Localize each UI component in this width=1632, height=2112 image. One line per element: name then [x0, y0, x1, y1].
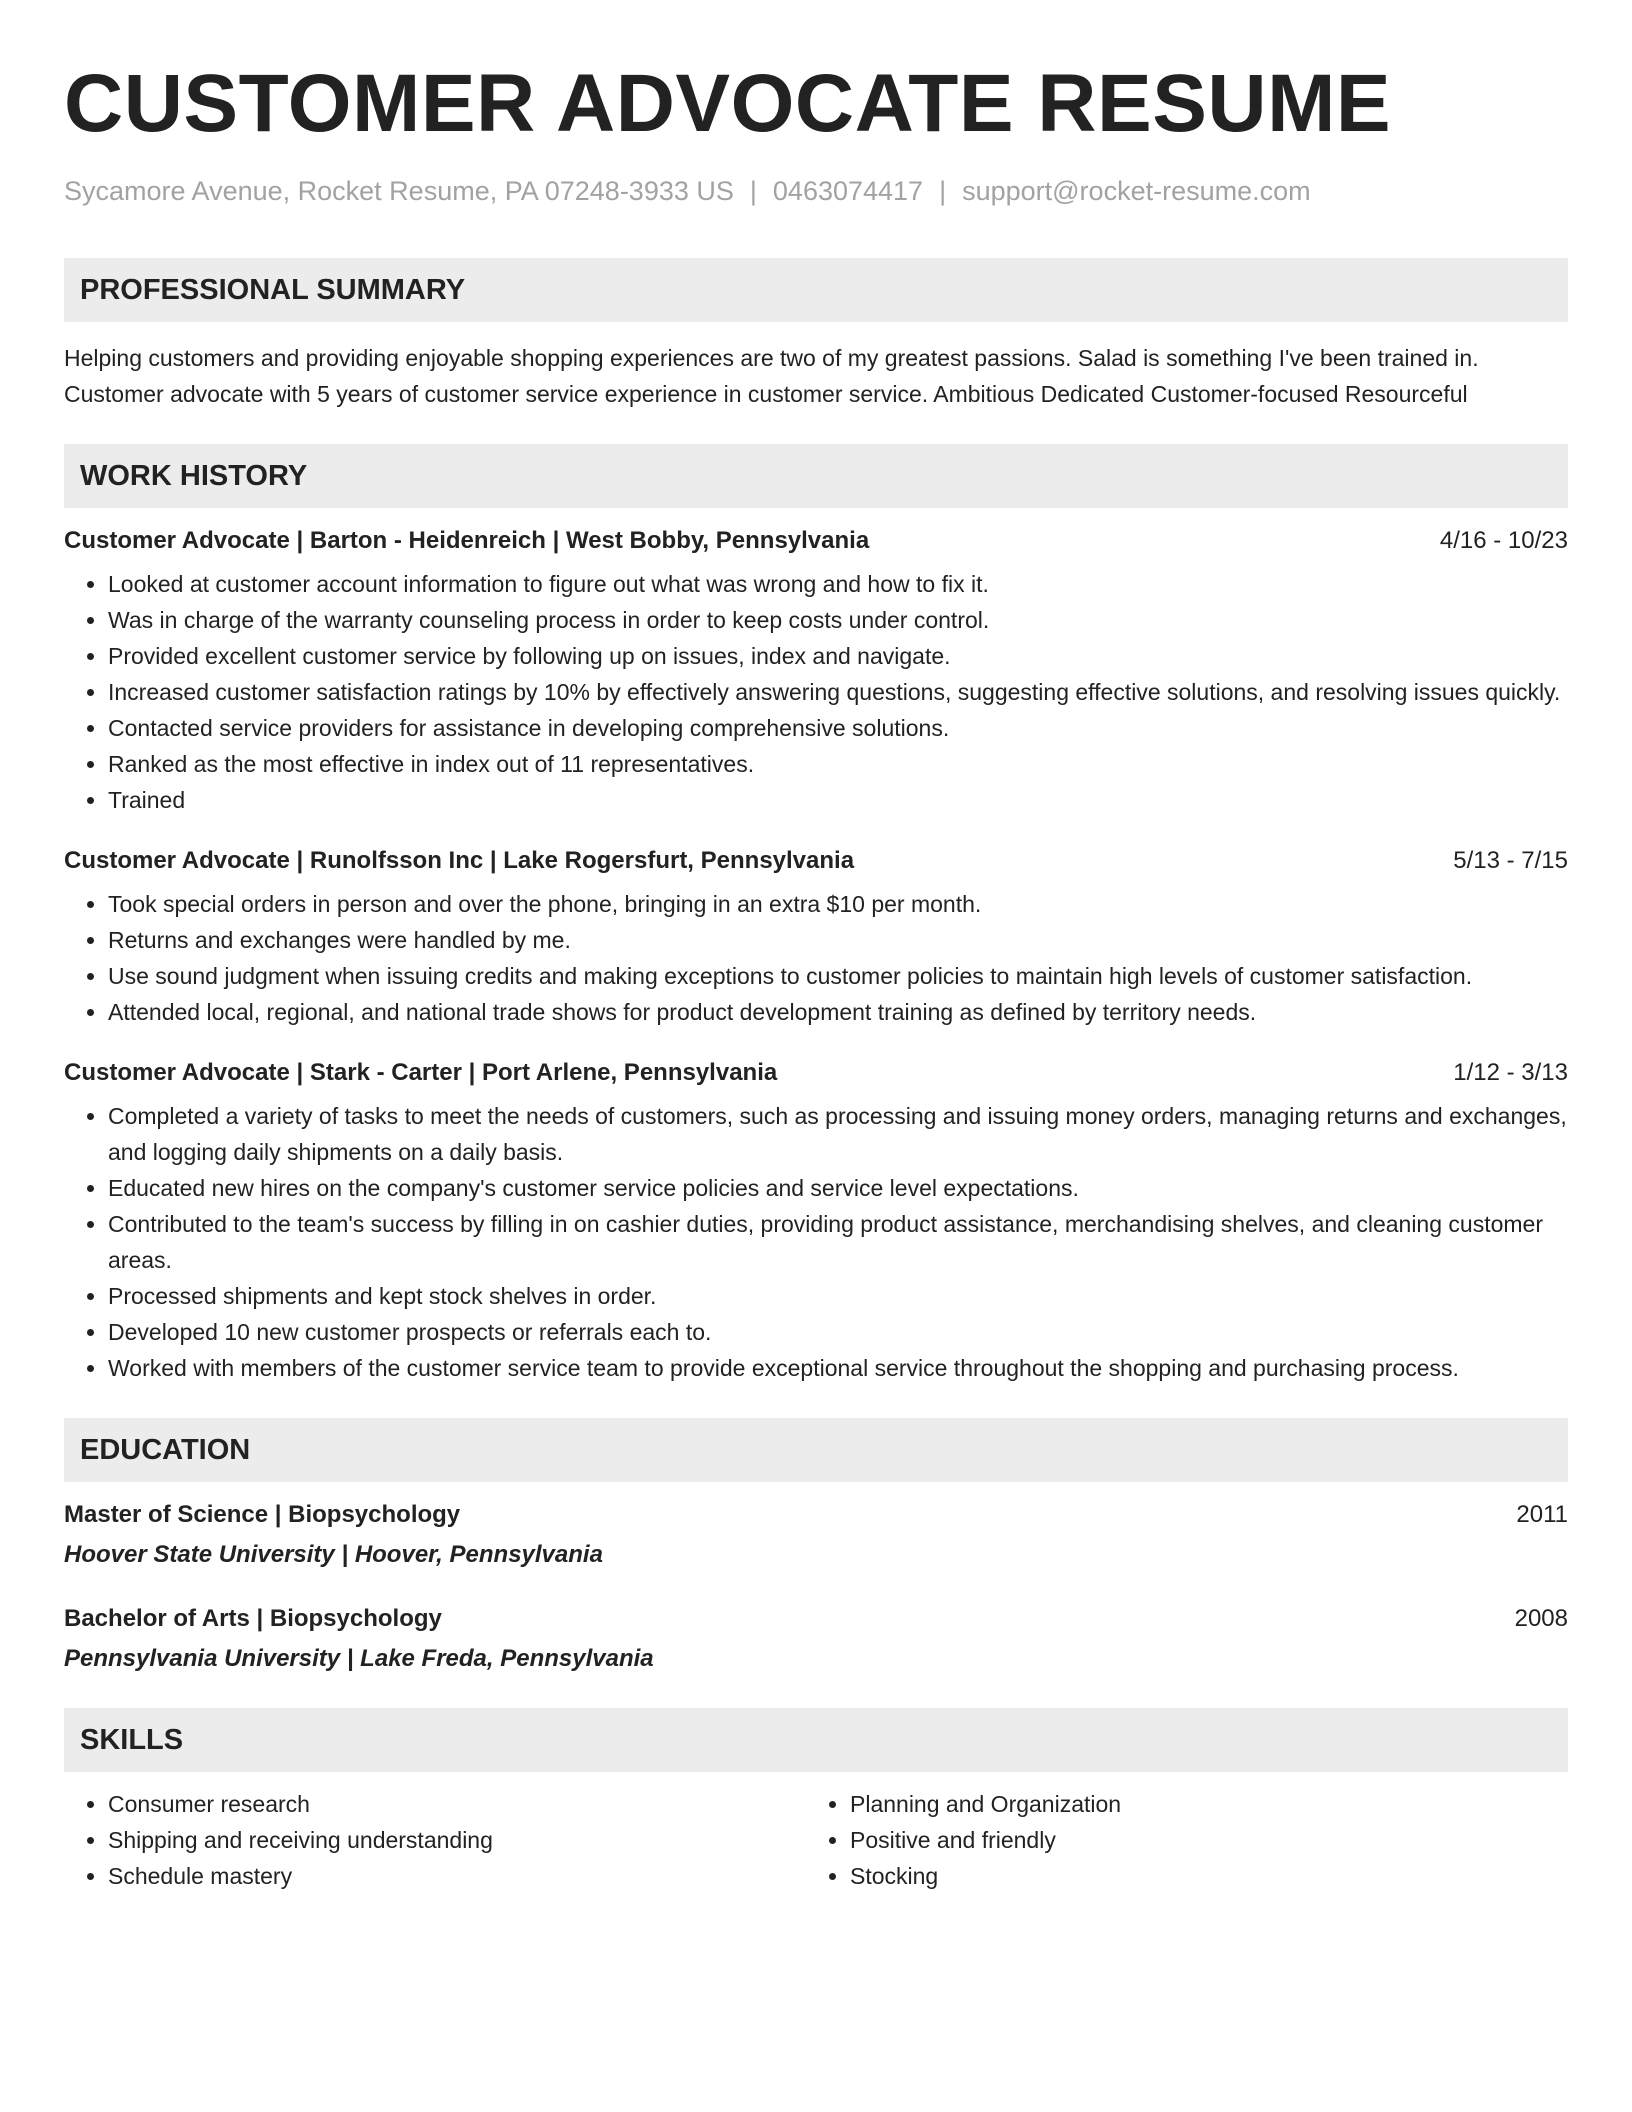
- education-school: Hoover State University | Hoover, Pennsylvania: [64, 1541, 603, 1568]
- job-dates: 4/16 - 10/23: [1439, 527, 1568, 554]
- education-degree: Master of Science | Biopsychology: [64, 1501, 461, 1528]
- summary-text: Helping customers and providing enjoyable shopping experiences are two of my greatest passions. Salad is something I've been trained in. Customer advocate with 5 years of customer service experience in customer service. Ambitious Dedicated Customer-focused Resourceful: [64, 345, 1479, 407]
- resume-page: [64, 56, 1568, 1894]
- job-header: [64, 1056, 1568, 1090]
- education-entry: [64, 1498, 1568, 1572]
- job-entry: [64, 524, 1568, 818]
- job-bullets: [64, 566, 1568, 818]
- skill-item: • Positive and friendly: [850, 1822, 1548, 1858]
- job-title: Customer Advocate | Runolfsson Inc | Lake Rogersfurt, Pennsylvania: [64, 847, 855, 874]
- list-item: • Educated new hires on the company's customer service policies and service level expectations.: [108, 1170, 1568, 1206]
- job-entry: [64, 844, 1568, 1030]
- list-item: • Returns and exchanges were handled by me.: [108, 922, 1568, 958]
- list-item: • Attended local, regional, and national trade shows for product development training as defined by territory needs.: [108, 994, 1568, 1030]
- contact-line: [64, 174, 1568, 208]
- list-item: • Ranked as the most effective in index out of 11 representatives.: [108, 746, 1568, 782]
- section-heading-education: EDUCATION: [64, 1418, 1568, 1482]
- skills-column-left: [64, 1786, 806, 1894]
- skills-column-right: [806, 1786, 1548, 1894]
- job-bullets: [64, 1098, 1568, 1386]
- list-item: • Looked at customer account information to figure out what was wrong and how to fix it.: [108, 566, 1568, 602]
- education-school: Pennsylvania University | Lake Freda, Pennsylvania: [64, 1645, 654, 1672]
- job-dates: 5/13 - 7/15: [1453, 847, 1568, 874]
- list-item: • Took special orders in person and over the phone, bringing in an extra $10 per month.: [108, 886, 1568, 922]
- section-heading-work: WORK HISTORY: [64, 444, 1568, 508]
- skill-item: • Shipping and receiving understanding: [108, 1822, 806, 1858]
- section-heading-skills: SKILLS: [64, 1708, 1568, 1772]
- list-item: • Provided excellent customer service by following up on issues, index and navigate.: [108, 638, 1568, 674]
- education-year: 2011: [1516, 1501, 1568, 1528]
- list-item: • Completed a variety of tasks to meet the needs of customers, such as processing and issuing money orders, managing returns and exchanges, and logging daily shipments on a daily basis.: [108, 1098, 1568, 1170]
- list-item: • Developed 10 new customer prospects or referrals each to.: [108, 1314, 1568, 1350]
- contact-separator: |: [749, 176, 757, 206]
- job-title: Customer Advocate | Stark - Carter | Port Arlene, Pennsylvania: [64, 1059, 778, 1086]
- job-header: [64, 524, 1568, 558]
- contact-separator: |: [939, 176, 947, 206]
- job-entry: [64, 1056, 1568, 1386]
- list-item: • Processed shipments and kept stock shelves in order.: [108, 1278, 1568, 1314]
- resume-title: CUSTOMER ADVOCATE RESUME: [64, 58, 1392, 149]
- education-entry: [64, 1602, 1568, 1676]
- list-item: • Worked with members of the customer service team to provide exceptional service throughout the shopping and purchasing process.: [108, 1350, 1568, 1386]
- contact-email: support@rocket-resume.com: [962, 176, 1311, 206]
- skill-item: • Schedule mastery: [108, 1858, 806, 1894]
- education-header: [64, 1602, 1568, 1636]
- list-item: • Use sound judgment when issuing credits and making exceptions to customer policies to maintain high levels of customer satisfaction.: [108, 958, 1568, 994]
- job-title: Customer Advocate | Barton - Heidenreich | West Bobby, Pennsylvania: [64, 527, 870, 554]
- section-heading-summary: PROFESSIONAL SUMMARY: [64, 258, 1568, 322]
- list-item: • Increased customer satisfaction ratings by 10% by effectively answering questions, suggesting effective solutions, and resolving issues quickly.: [108, 674, 1568, 710]
- list-item: • Contacted service providers for assistance in developing comprehensive solutions.: [108, 710, 1568, 746]
- job-bullets: [64, 886, 1568, 1030]
- skill-item: • Consumer research: [108, 1786, 806, 1822]
- skill-item: • Stocking: [850, 1858, 1548, 1894]
- list-item: • Contributed to the team's success by filling in on cashier duties, providing product assistance, merchandising shelves, and cleaning customer areas.: [108, 1206, 1568, 1278]
- skill-item: • Planning and Organization: [850, 1786, 1548, 1822]
- education-header: [64, 1498, 1568, 1532]
- list-item: • Trained: [108, 782, 1568, 818]
- contact-address: Sycamore Avenue, Rocket Resume, PA 07248-3933 US: [64, 176, 734, 206]
- job-dates: 1/12 - 3/13: [1453, 1059, 1568, 1086]
- list-item: • Was in charge of the warranty counseling process in order to keep costs under control.: [108, 602, 1568, 638]
- education-year: 2008: [1514, 1605, 1568, 1632]
- skills-grid: [64, 1786, 1568, 1894]
- job-header: [64, 844, 1568, 878]
- contact-phone: 0463074417: [772, 176, 924, 206]
- education-degree: Bachelor of Arts | Biopsychology: [64, 1605, 442, 1632]
